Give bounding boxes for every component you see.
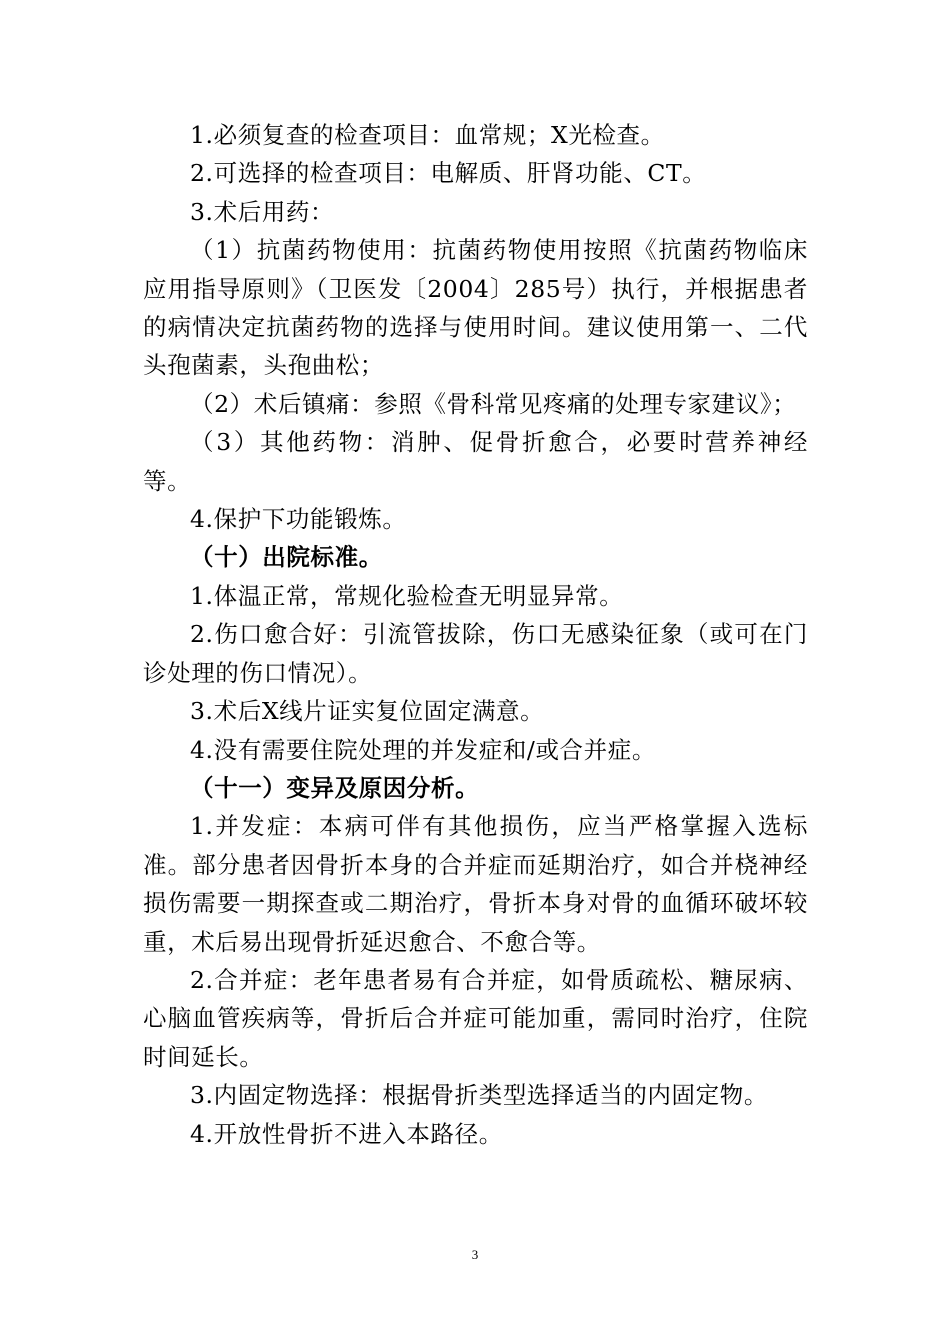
paragraph: 3.术后用药： [190,197,335,226]
paragraph: 4.开放性骨折不进入本路径。 [190,1119,503,1148]
paragraph: 4.保护下功能锻炼。 [190,505,407,534]
paragraph: 4.没有需要住院处理的并发症和/或合并症。 [190,735,656,764]
paragraph: 3.内固定物选择：根据骨折类型选择适当的内固定物。 [190,1081,768,1110]
paragraph: 2.可选择的检查项目：电解质、肝肾功能、CT。 [190,159,707,188]
section-heading-discharge-criteria: （十）出院标准。 [190,543,383,572]
paragraph: 3.术后X线片证实复位固定满意。 [190,697,545,726]
section-heading-variation-analysis: （十一）变异及原因分析。 [190,773,480,802]
paragraph: （2）术后镇痛：参照《骨科常见疼痛的处理专家建议》； [190,389,797,418]
paragraph: （1）抗菌药物使用：抗菌药物使用按照《抗菌药物临床应用指导原则》（卫医发〔2004〕285号）执行，并根据患者的病情决定抗菌药物的选择与使用时间。建议使用第一、二代头孢菌素，头孢曲松； [143,236,808,380]
paragraph: 2.伤口愈合好：引流管拔除，伤口无感染征象（或可在门诊处理的伤口情况）。 [143,620,808,687]
document-body [143,116,808,1153]
paragraph: （3）其他药物：消肿、促骨折愈合，必要时营养神经等。 [143,428,808,495]
paragraph: 1.并发症：本病可伴有其他损伤，应当严格掌握入选标准。部分患者因骨折本身的合并症而延期治疗，如合并桡神经损伤需要一期探查或二期治疗，骨折本身对骨的血循环破坏较重，术后易出现骨折延迟愈合、不愈合等。 [143,812,808,956]
paragraph: 2.合并症：老年患者易有合并症，如骨质疏松、糖尿病、心脑血管疾病等，骨折后合并症可能加重，需同时治疗，住院时间延长。 [143,965,808,1071]
paragraph: 1.体温正常，常规化验检查无明显异常。 [190,581,624,610]
page-number: 3 [471,1247,479,1262]
paragraph: 1.必须复查的检查项目：血常规；X光检查。 [190,121,665,149]
